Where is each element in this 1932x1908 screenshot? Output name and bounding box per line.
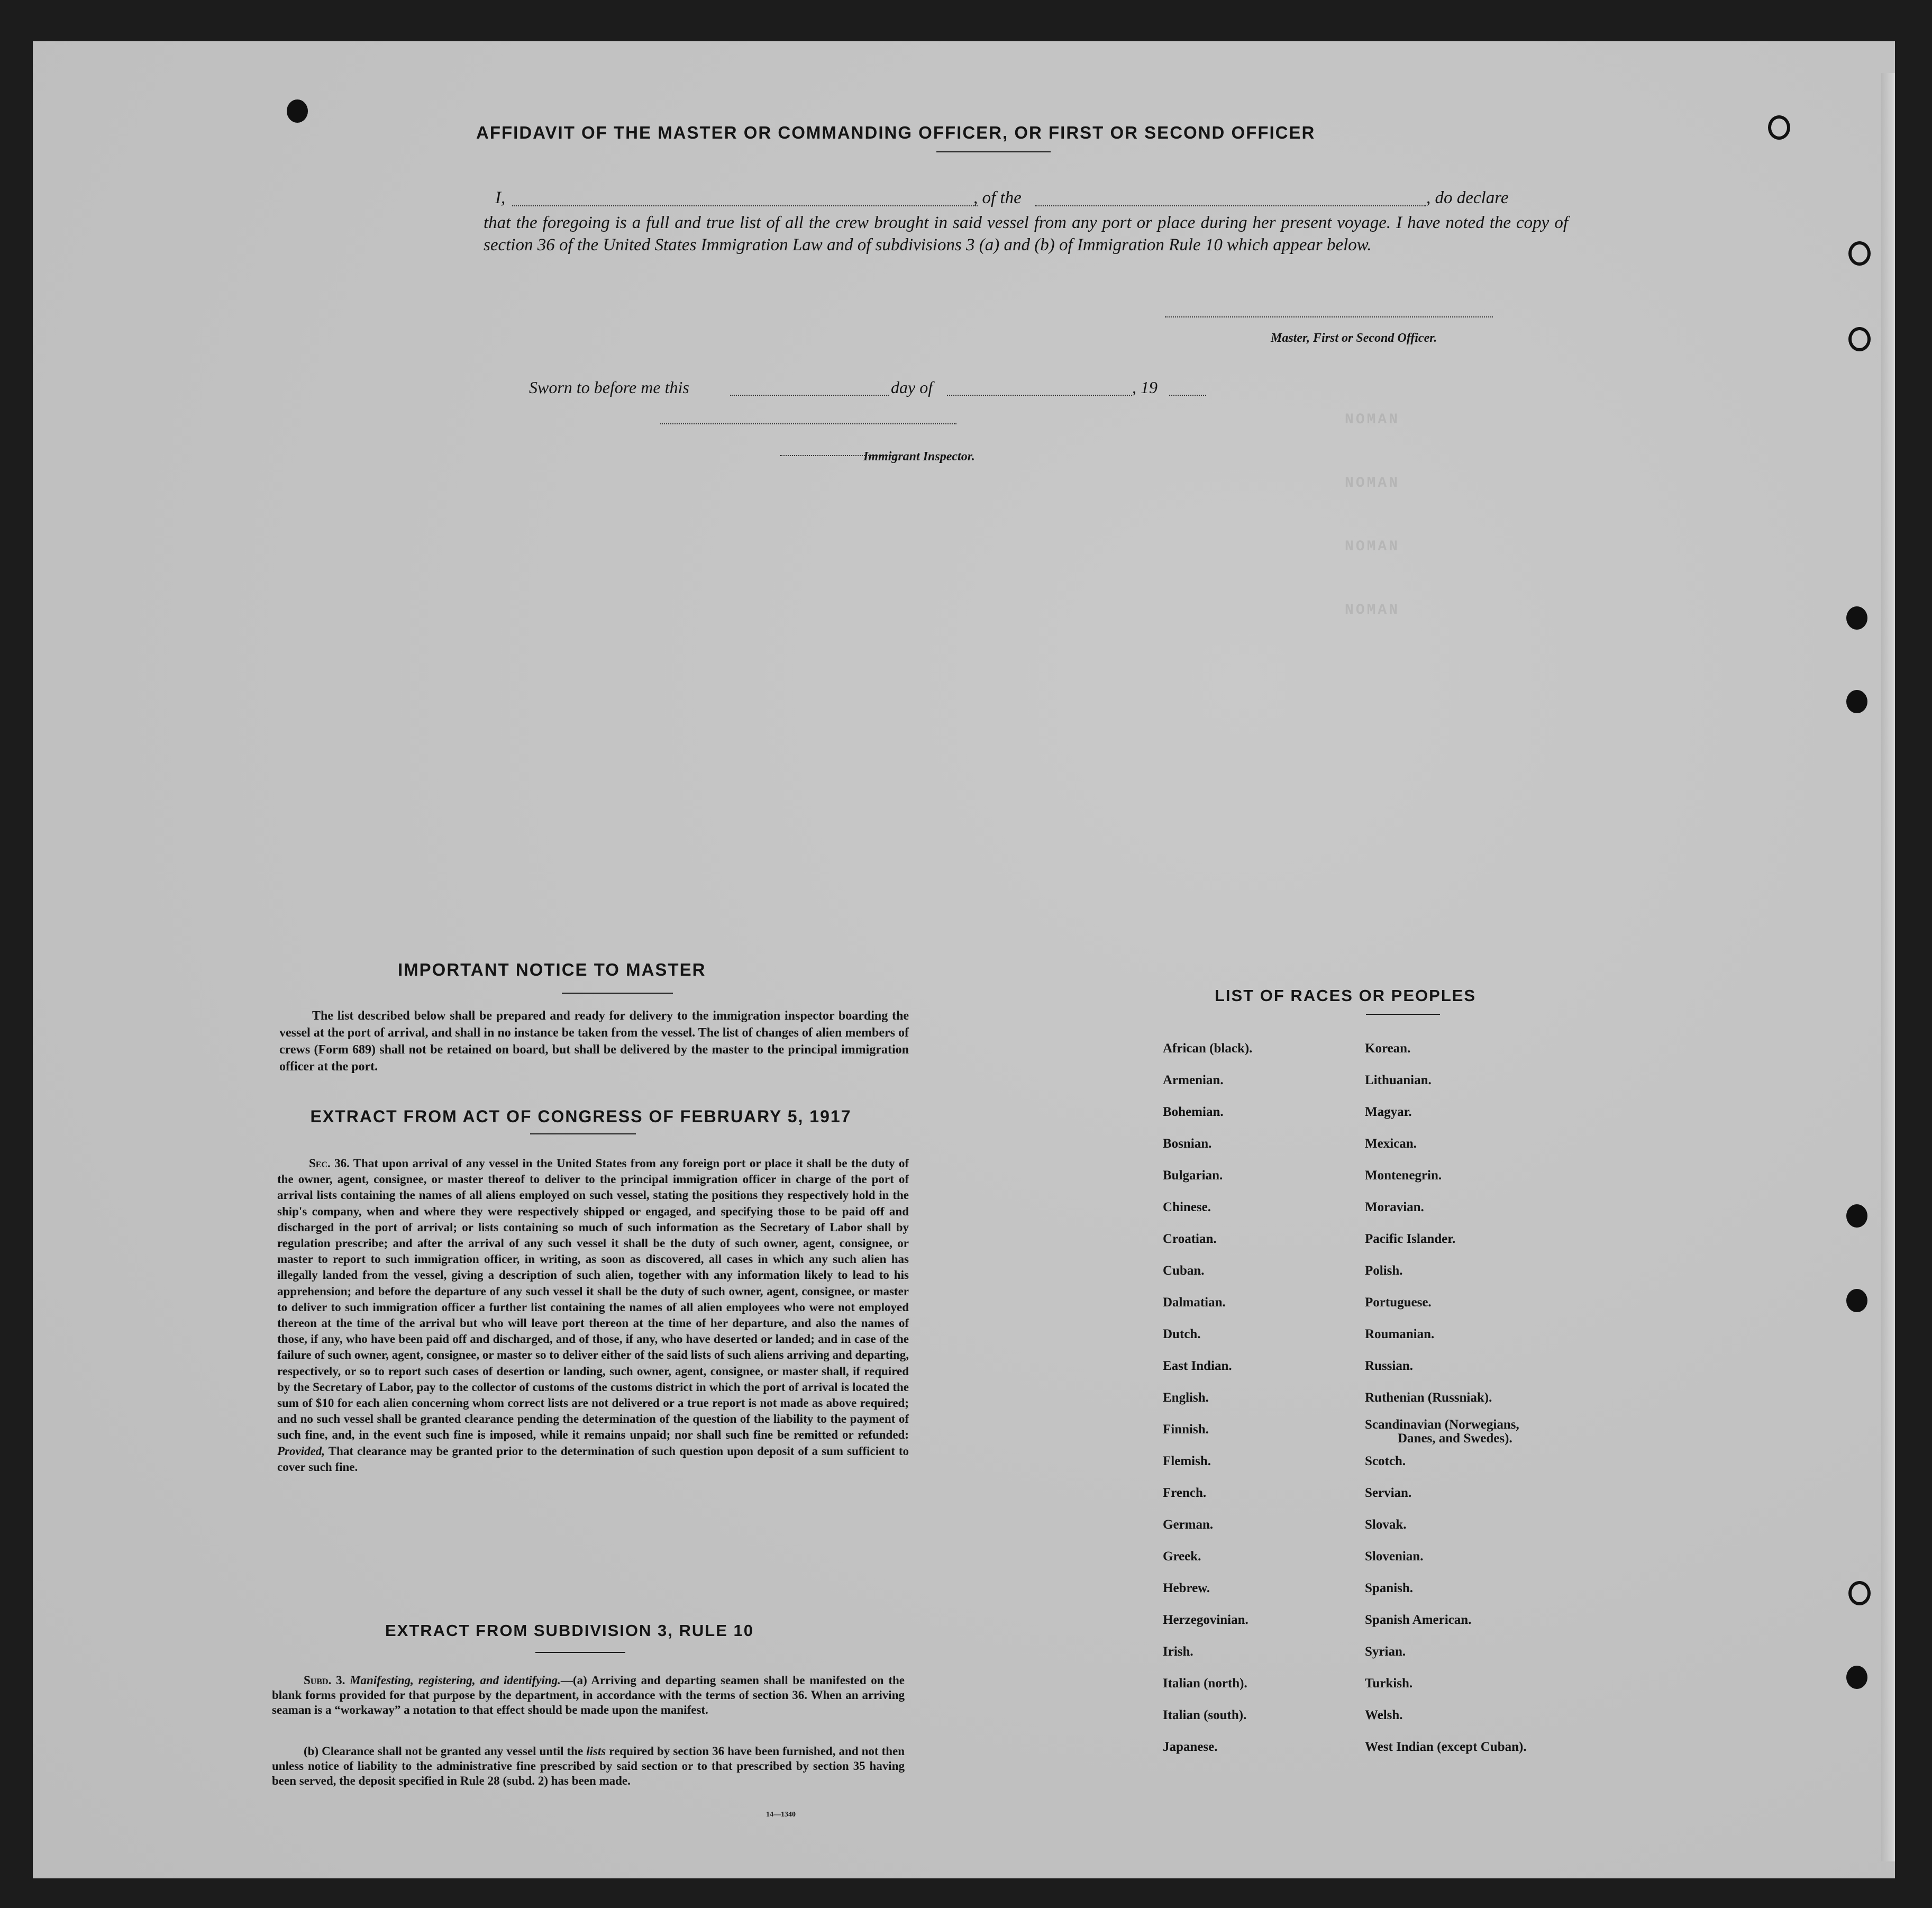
races-rule — [1366, 1014, 1440, 1015]
punch-hole — [1846, 690, 1867, 713]
affidavit-body: that the foregoing is a full and true list of all the crew brought in said vessel from any port or place during her present voyage. I have noted the copy of section 36 of the United States Immigration Law and of subdivisions 3 (a) and (b) of Immigration Rule 10 which appear below. — [484, 213, 1568, 255]
race-item: Flemish. — [1163, 1454, 1211, 1468]
punch-hole — [1848, 241, 1871, 266]
race-item: Italian (north). — [1163, 1676, 1247, 1691]
year-label: , 19 — [1132, 378, 1158, 397]
punch-hole — [1768, 115, 1790, 140]
affidavit-title: AFFIDAVIT OF THE MASTER OR COMMANDING OFFICER, OR FIRST OR SECOND OFFICER — [476, 123, 1316, 142]
race-item: French. — [1163, 1486, 1207, 1500]
race-item: Slovenian. — [1365, 1549, 1424, 1564]
section-label: Sec. 36. — [309, 1157, 350, 1170]
race-item: West Indian (except Cuban). — [1365, 1740, 1527, 1754]
race-item: Scotch. — [1365, 1454, 1406, 1468]
page-edge — [1881, 73, 1895, 1861]
race-item: Welsh. — [1365, 1708, 1403, 1722]
race-item: Hebrew. — [1163, 1581, 1210, 1595]
rule-para-b — [272, 1744, 905, 1788]
races-title: LIST OF RACES OR PEOPLES — [1215, 986, 1477, 1005]
race-item: Croatian. — [1163, 1232, 1217, 1246]
sworn-year-field[interactable] — [1169, 395, 1206, 396]
race-item: Spanish American. — [1365, 1613, 1472, 1627]
officer-signature-field[interactable] — [1165, 316, 1493, 317]
affidavit-of-the-label: , of the — [973, 188, 1022, 207]
act-extract-title: EXTRACT FROM ACT OF CONGRESS OF FEBRUARY 5, 1917 — [310, 1107, 852, 1126]
signature-label: Master, First or Second Officer. — [1271, 331, 1437, 345]
race-item: Dutch. — [1163, 1327, 1201, 1341]
inspector-label: Immigrant Inspector. — [863, 450, 975, 464]
affidavit-i-label: I, — [495, 188, 506, 207]
race-item: Greek. — [1163, 1549, 1201, 1564]
section-36-text: That upon arrival of any vessel in the United States from any foreign port or place it shall be the duty of the owner, agent, consignee, or master thereof to deliver to the principal immigration officer in charge of the port of arrival lists containing the names of all aliens employed on such vessel, stating the positions they respectively hold in the ship's company, when and where they were respectively shipped or engaged, and specifying those to be paid off and discharged in the port of arrival; or lists containing so much of such information as the Secretary of Labor shall by regulation prescribe; and after the arrival of any such vessel it shall be the duty of such owner, agent, consignee, or master to report to such immigration officer, in writing, as soon as discovered, all cases in which any such alien has illegally landed from the vessel, giving a description of such alien, together with any information likely to lead to his apprehension; and before the departure of any such vessel it shall be the duty of such owner, agent, consignee, or master to deliver to such immigration officer a further list containing the names of all alien employees who were not employed thereon at the time of the arrival but who will leave port thereon at the time of her departure, and also the names of those, if any, who have been paid off and discharged, and of those, if any, who have deserted or landed; and in case of the failure of such owner, agent, consignee, or master so to deliver either of the said lists of such aliens arriving and departing, respectively, or so to report such cases of desertion or landing, such owner, agent, consignee, or master shall, if required by the Secretary of Labor, pay to the collector of customs of the customs district in which the port of arrival is located the sum of $10 for each alien concerning whom correct lists are not delivered or a true report is not made as above required; and no such vessel shall be granted clearance pending the determination of the question of the liability to the payment of such fine, and, in the event such fine is imposed, while it remains unpaid; nor shall such fine be remitted or refunded: — [277, 1157, 909, 1442]
subdivision-heading: Manifesting, registering, and identifying. — [350, 1674, 561, 1687]
punch-hole — [1846, 606, 1867, 630]
sworn-label: Sworn to before me this — [529, 378, 689, 397]
subdivision-para-b-start: (b) Clearance shall not be granted any vessel until the — [304, 1745, 584, 1758]
race-item: Lithuanian. — [1365, 1073, 1432, 1087]
race-item: Syrian. — [1365, 1644, 1406, 1659]
declarant-name-field[interactable] — [512, 205, 978, 206]
race-item: Slovak. — [1365, 1518, 1407, 1532]
race-item: Armenian. — [1163, 1073, 1224, 1087]
race-item: Moravian. — [1365, 1200, 1424, 1214]
subdivision-label: Subd. 3. — [304, 1674, 345, 1687]
race-item: English. — [1163, 1391, 1209, 1405]
bleed-through-text: NOMAN — [1345, 602, 1400, 619]
punch-hole — [1848, 327, 1871, 351]
sworn-day-field[interactable] — [730, 395, 889, 396]
punch-hole — [287, 99, 308, 123]
form-number: 14—1340 — [766, 1811, 796, 1819]
subdivision-para-a: —(a) Arriving and departing seamen shall be manifested on the blank forms provided for that purpose by the department, in accordance with the terms of section 36. When an arriving seaman is a “workaway” a notation to that effect should be made upon the manifest. — [272, 1674, 905, 1716]
punch-hole — [1848, 1581, 1871, 1605]
race-item: Japanese. — [1163, 1740, 1218, 1754]
race-item: Scandinavian (Norwegians, — [1365, 1418, 1519, 1432]
punch-hole — [1846, 1289, 1867, 1312]
bleed-through-text: NOMAN — [1345, 412, 1400, 428]
race-item: Turkish. — [1365, 1676, 1413, 1691]
punch-hole — [1846, 1204, 1867, 1228]
affidavit-declaration-line — [495, 188, 1574, 215]
punch-hole — [1846, 1666, 1867, 1689]
race-item: Russian. — [1365, 1359, 1414, 1373]
act-extract-body — [277, 1156, 909, 1475]
race-item: Cuban. — [1163, 1264, 1205, 1278]
race-item: Bulgarian. — [1163, 1168, 1223, 1183]
race-item: Portuguese. — [1365, 1295, 1432, 1310]
race-item: German. — [1163, 1518, 1214, 1532]
race-item: Montenegrin. — [1365, 1168, 1442, 1183]
race-item: Finnish. — [1163, 1422, 1209, 1437]
day-of-label: day of — [891, 378, 933, 397]
subdivision-para-b-end: required by section 36 have been furnished, and not then unless notice of liability to the administrative fine prescribed by said section or to that prescribed by section 35 having been served, the deposit specified in Rule 28 (subd. 2) has been made. — [272, 1745, 905, 1787]
race-item: Pacific Islander. — [1365, 1232, 1456, 1246]
races-right-column — [1365, 1033, 1527, 1763]
document-page — [33, 41, 1895, 1878]
bleed-through-text: NOMAN — [1345, 539, 1400, 555]
race-item: Dalmatian. — [1163, 1295, 1226, 1310]
race-item: Irish. — [1163, 1644, 1193, 1659]
race-item: Bosnian. — [1163, 1137, 1212, 1151]
lists-word: lists — [586, 1745, 606, 1758]
race-item: Herzegovinian. — [1163, 1613, 1248, 1627]
race-item: Magyar. — [1365, 1105, 1412, 1119]
race-item: Polish. — [1365, 1264, 1403, 1278]
rule-para-a — [272, 1673, 905, 1718]
races-left-column — [1163, 1033, 1252, 1763]
race-item: Chinese. — [1163, 1200, 1211, 1214]
race-item: Italian (south). — [1163, 1708, 1247, 1722]
notice-body: The list described below shall be prepared and ready for delivery to the immigration inspector boarding the vessel at the port of arrival, and shall in no instance be taken from the vessel. The list of changes of alien members of crews (Form 689) shall not be retained on board, but shall be delivered by the master to the principal immigration officer at the port. — [279, 1009, 909, 1074]
race-item: Korean. — [1365, 1041, 1411, 1056]
act-rule — [530, 1133, 636, 1134]
section-36-text-end: That clearance may be granted prior to the determination of such question upon deposit of a sum sufficient to cover such fine. — [277, 1444, 909, 1474]
rule-extract-title: EXTRACT FROM SUBDIVISION 3, RULE 10 — [385, 1621, 754, 1640]
race-item-continuation: Danes, and Swedes). — [1398, 1431, 1512, 1446]
sworn-month-field[interactable] — [947, 395, 1132, 396]
rule-rule — [535, 1652, 625, 1653]
race-item-scandinavian — [1365, 1414, 1527, 1446]
race-item: Ruthenian (Russniak). — [1365, 1391, 1492, 1405]
race-item: Bohemian. — [1163, 1105, 1224, 1119]
sworn-line — [529, 378, 1217, 404]
race-item: African (black). — [1163, 1041, 1253, 1056]
vessel-name-field[interactable] — [1035, 205, 1426, 206]
race-item: Servian. — [1365, 1486, 1412, 1500]
race-item: Mexican. — [1365, 1137, 1417, 1151]
notice-title: IMPORTANT NOTICE TO MASTER — [398, 960, 706, 979]
inspector-signature-field[interactable] — [660, 423, 956, 424]
bleed-through-text: NOMAN — [1345, 475, 1400, 492]
title-rule — [936, 151, 1051, 152]
race-item: Roumanian. — [1365, 1327, 1435, 1341]
affidavit-declare-label: , do declare — [1426, 188, 1509, 207]
provided-label: Provided, — [277, 1444, 325, 1458]
notice-rule — [562, 993, 673, 994]
race-item: Spanish. — [1365, 1581, 1414, 1595]
race-item: East Indian. — [1163, 1359, 1232, 1373]
